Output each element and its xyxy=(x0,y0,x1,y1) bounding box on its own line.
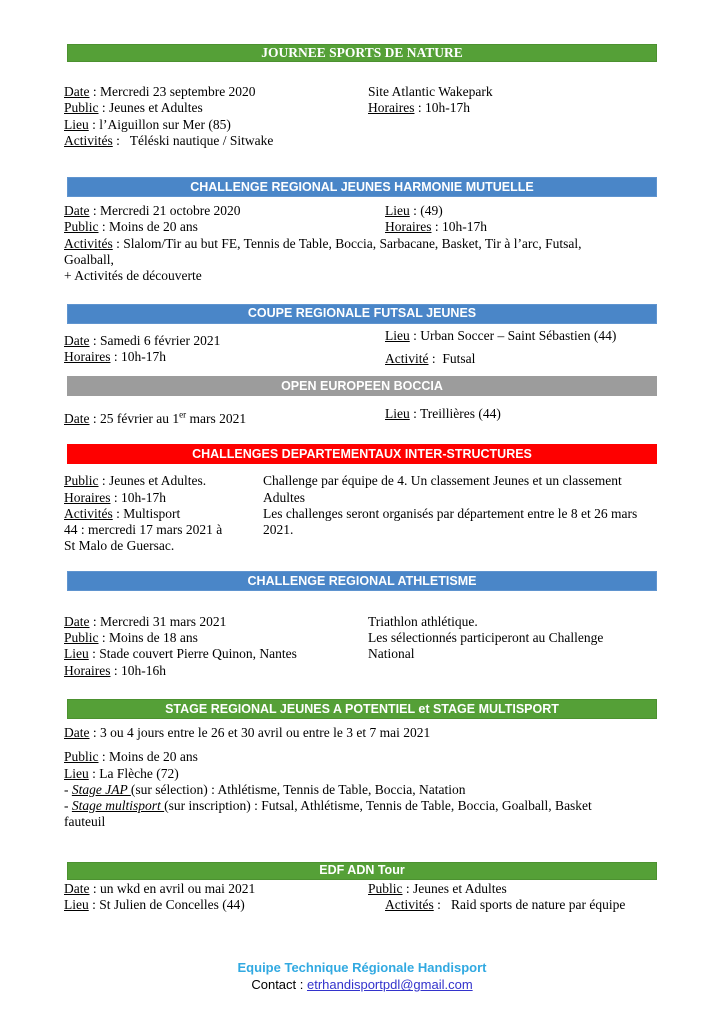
field-label: Date xyxy=(64,203,90,219)
departementaux-left-column xyxy=(64,473,263,554)
field-public xyxy=(368,881,660,897)
section-edf-body xyxy=(64,881,660,914)
harmonie-full-width xyxy=(64,236,660,285)
field-horaires xyxy=(368,100,660,116)
field-horaires xyxy=(64,490,263,506)
stage-multisport-wrap: fauteuil xyxy=(64,814,106,830)
field-label: Public xyxy=(64,630,99,646)
field-label: Public xyxy=(64,100,99,116)
field-value: : Mercredi 31 mars 2021 xyxy=(89,613,227,629)
description-line: Challenge par équipe de 4. Un classement Jeunes et un classement xyxy=(263,473,622,489)
banner-stage-regional: STAGE REGIONAL JEUNES A POTENTIEL et STAGE MULTISPORT xyxy=(67,699,657,719)
field-date-44-wrap: St Malo de Guersac. xyxy=(64,538,175,554)
banner-challenges-departementaux: CHALLENGES DEPARTEMENTAUX INTER-STRUCTURES xyxy=(67,444,657,464)
field-value: : 10h-17h xyxy=(110,348,166,364)
spacer xyxy=(64,741,660,749)
field-value: : Téléski nautique / Sitwake xyxy=(112,132,274,148)
field-horaires xyxy=(385,219,660,235)
section-harmonie-body xyxy=(64,203,660,236)
field-value: : Treillières (44) xyxy=(409,406,501,422)
field-label: Horaires xyxy=(64,348,111,364)
field-date xyxy=(64,411,385,427)
field-label: Activités xyxy=(385,897,434,913)
field-lieu xyxy=(64,766,660,782)
field-value: : 3 ou 4 jours entre le 26 et 30 avril ou entre le 3 et 7 mai 2021 xyxy=(89,724,431,740)
field-label: Public xyxy=(64,473,99,489)
footer-heading: Equipe Technique Régionale Handisport xyxy=(237,960,487,976)
field-value: : Mercredi 21 octobre 2020 xyxy=(89,203,241,219)
banner-open-europeen-boccia: OPEN EUROPEEN BOCCIA xyxy=(67,376,657,396)
field-activite xyxy=(385,351,660,367)
field-lieu xyxy=(385,328,660,344)
banner-challenge-athletisme: CHALLENGE REGIONAL ATHLETISME xyxy=(67,571,657,591)
stage-name: Stage multisport xyxy=(71,798,165,814)
journee-left-column xyxy=(64,84,368,149)
field-value: : Moins de 20 ans xyxy=(98,219,198,235)
field-public xyxy=(64,219,385,235)
field-lieu xyxy=(64,117,368,133)
banner-challenge-harmonie-mutuelle: CHALLENGE REGIONAL JEUNES HARMONIE MUTUELLE xyxy=(67,177,657,197)
contact-line xyxy=(64,976,660,993)
edf-left-column xyxy=(64,881,368,914)
field-value: : Multisport xyxy=(112,505,181,521)
journee-right-column xyxy=(368,84,660,117)
field-value: (sur sélection) : Athlétisme, Tennis de Table, Boccia, Natation xyxy=(130,781,466,797)
field-value: : 10h-16h xyxy=(110,662,166,678)
section-journee-body xyxy=(64,84,660,149)
contact-email-link[interactable]: etrhandisportpdl@gmail.com xyxy=(306,977,473,993)
field-label: Lieu xyxy=(385,203,410,219)
field-label: Date xyxy=(64,332,90,348)
boccia-right-column xyxy=(385,406,660,422)
harmonie-left-column xyxy=(64,203,385,236)
banner-coupe-futsal-jeunes: COUPE REGIONALE FUTSAL JEUNES xyxy=(67,304,657,324)
field-date-44: 44 : mercredi 17 mars 2021 à xyxy=(64,522,223,538)
field-value: : La Flèche (72) xyxy=(88,765,179,781)
field-label: Horaires xyxy=(64,489,111,505)
field-activites-wrap: Goalball, xyxy=(64,252,114,268)
field-date xyxy=(64,881,368,897)
field-date xyxy=(64,203,385,219)
field-value: : Stade couvert Pierre Quinon, Nantes xyxy=(88,646,297,662)
field-horaires xyxy=(64,663,368,679)
field-value: mars 2021 xyxy=(186,411,247,427)
field-label: Horaires xyxy=(64,662,111,678)
futsal-left-column xyxy=(64,328,385,366)
field-label: Activités xyxy=(64,235,113,251)
field-value: : l’Aiguillon sur Mer (85) xyxy=(88,116,231,132)
section-stage-body xyxy=(64,725,660,831)
field-label: Date xyxy=(64,724,90,740)
field-value: : Jeunes et Adultes xyxy=(98,100,203,116)
field-label: Date xyxy=(64,880,90,896)
field-label: Lieu xyxy=(64,116,89,132)
athletisme-left-column xyxy=(64,614,368,679)
field-lieu xyxy=(385,406,660,422)
contact-label: Contact : xyxy=(251,977,307,993)
field-label: Lieu xyxy=(385,406,410,422)
field-date xyxy=(64,614,368,630)
field-value: : Moins de 18 ans xyxy=(98,630,198,646)
futsal-right-column xyxy=(385,328,660,375)
field-label: Date xyxy=(64,613,90,629)
description-line: Les sélectionnés participeront au Challenge xyxy=(368,630,604,646)
ordinal-superscript: er xyxy=(179,409,187,420)
field-label: Activités xyxy=(64,132,113,148)
field-activites xyxy=(368,897,660,913)
field-label: Date xyxy=(64,411,90,427)
field-value: : Urban Soccer – Saint Sébastien (44) xyxy=(409,327,617,343)
field-activites-extra: + Activités de découverte xyxy=(64,268,202,284)
description-line: Triathlon athlétique. xyxy=(368,613,478,629)
field-label: Lieu xyxy=(64,646,89,662)
section-boccia-body xyxy=(64,406,660,428)
field-value: : Mercredi 23 septembre 2020 xyxy=(89,84,256,99)
description-line: Adultes xyxy=(263,489,305,505)
departementaux-right-column xyxy=(263,473,660,538)
field-value: : Raid sports de nature par équipe xyxy=(433,897,626,913)
description-line: 2021. xyxy=(263,522,294,538)
description-line: Les challenges seront organisés par département entre le 8 et 26 mars xyxy=(263,505,638,521)
boccia-left-column xyxy=(64,406,385,427)
field-value: : 10h-17h xyxy=(110,489,166,505)
field-label: Public xyxy=(368,880,403,896)
field-date xyxy=(64,84,368,100)
field-value: : 10h-17h xyxy=(414,100,470,116)
field-value: : 10h-17h xyxy=(431,219,487,235)
field-label: Horaires xyxy=(385,219,432,235)
field-value: : Futsal xyxy=(428,350,476,366)
field-horaires xyxy=(64,349,385,365)
field-activites xyxy=(64,506,263,522)
field-label: Lieu xyxy=(385,327,410,343)
field-label: Activité xyxy=(385,350,429,366)
field-lieu xyxy=(64,897,368,913)
field-activites xyxy=(64,133,368,149)
field-label: Public xyxy=(64,749,99,765)
field-value: : un wkd en avril ou mai 2021 xyxy=(89,880,256,896)
section-departementaux-body xyxy=(64,473,660,554)
field-lieu xyxy=(64,646,368,662)
field-value: : Samedi 6 février 2021 xyxy=(89,332,221,348)
banner-edf-adn-tour: EDF ADN Tour xyxy=(67,862,657,880)
stage-multisport-line xyxy=(64,798,660,814)
field-lieu xyxy=(385,203,660,219)
field-date xyxy=(64,725,660,741)
field-label: Date xyxy=(64,84,90,99)
field-label: Lieu xyxy=(64,897,89,913)
field-value: : Slalom/Tir au but FE, Tennis de Table, Boccia, Sarbacane, Basket, Tir à l’arc, Futsal, xyxy=(112,235,582,251)
edf-right-column xyxy=(368,881,660,914)
banner-journee-sports-de-nature: JOURNEE SPORTS DE NATURE xyxy=(67,44,657,62)
field-public xyxy=(64,749,660,765)
footer xyxy=(64,959,660,993)
field-value: : St Julien de Concelles (44) xyxy=(88,897,245,913)
field-value: : 25 février au 1 xyxy=(89,411,180,427)
field-label: Lieu xyxy=(64,765,89,781)
field-activites xyxy=(64,236,660,252)
bullet: - xyxy=(64,798,72,814)
field-label: Horaires xyxy=(368,100,415,116)
field-value: (sur inscription) : Futsal, Athlétisme, Tennis de Table, Boccia, Goalball, Basket xyxy=(164,798,592,814)
description-line: National xyxy=(368,646,415,662)
harmonie-right-column xyxy=(385,203,660,236)
stage-jap-line xyxy=(64,782,660,798)
field-value: : Jeunes et Adultes. xyxy=(98,473,207,489)
field-public xyxy=(64,473,263,489)
field-date xyxy=(64,333,385,349)
field-label: Public xyxy=(64,219,99,235)
field-value: : Jeunes et Adultes xyxy=(402,880,507,896)
field-value: : (49) xyxy=(409,203,443,219)
section-futsal-body xyxy=(64,328,660,375)
field-label: Activités xyxy=(64,505,113,521)
field-public xyxy=(64,630,368,646)
bullet: - xyxy=(64,781,72,797)
field-site: Site Atlantic Wakepark xyxy=(368,84,493,99)
stage-name: Stage JAP xyxy=(71,781,131,797)
field-value: : Moins de 20 ans xyxy=(98,749,198,765)
section-athletisme-body xyxy=(64,614,660,679)
field-public xyxy=(64,100,368,116)
athletisme-right-column xyxy=(368,614,660,663)
